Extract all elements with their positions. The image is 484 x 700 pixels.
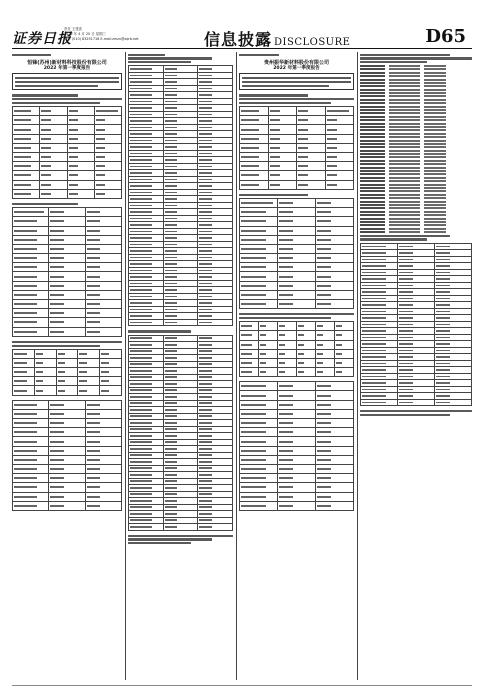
announcement-header: [239, 54, 354, 56]
company-name: 贵州振华新材料股份有限公司: [263, 59, 329, 66]
company-name: 恒锋(苏州)新材料科技股份有限公司: [27, 59, 107, 66]
section-title-en: DISCLOSURE: [274, 37, 351, 48]
important-notice-box: [239, 73, 354, 90]
masthead-contact: 制作 (010) 83251716 E-mail:zmzx@zqrb.net: [64, 37, 139, 41]
shareholder-table: [239, 321, 354, 377]
balance-sheet-table: [128, 65, 233, 326]
balance-sheet-table: [239, 381, 354, 511]
masthead-editor: 责任 王建喜: [64, 27, 83, 31]
footer-rule: [12, 685, 472, 686]
masthead: [12, 26, 472, 48]
column-4: [360, 52, 472, 680]
column-2: [128, 52, 233, 680]
page-number: D65: [425, 26, 466, 47]
balance-sheet-table: [12, 400, 122, 511]
section-title-cn: 信息披露: [204, 30, 273, 49]
cash-flow-table: [360, 243, 472, 407]
report-title: 2022 年第一季度报告: [273, 65, 320, 71]
financial-table: [239, 198, 354, 309]
column-3: [239, 52, 354, 680]
masthead-meta: [64, 27, 139, 42]
report-title: 2022 年第一季度报告: [43, 65, 91, 71]
important-notice-box: [12, 73, 122, 90]
financial-table: [239, 106, 354, 190]
income-statement-table: [128, 335, 233, 531]
masthead-date: 2022 年 4 月 20 日 星期三: [64, 32, 106, 36]
shareholder-table: [12, 349, 122, 396]
financial-table: [12, 106, 122, 199]
masthead-rule: [12, 48, 472, 49]
section-title: [204, 27, 350, 50]
announcement-header: [12, 54, 122, 56]
financial-table: [12, 207, 122, 337]
column-1: [12, 52, 122, 680]
columns: [12, 52, 472, 680]
newspaper-logo: 证券日报: [12, 31, 72, 47]
